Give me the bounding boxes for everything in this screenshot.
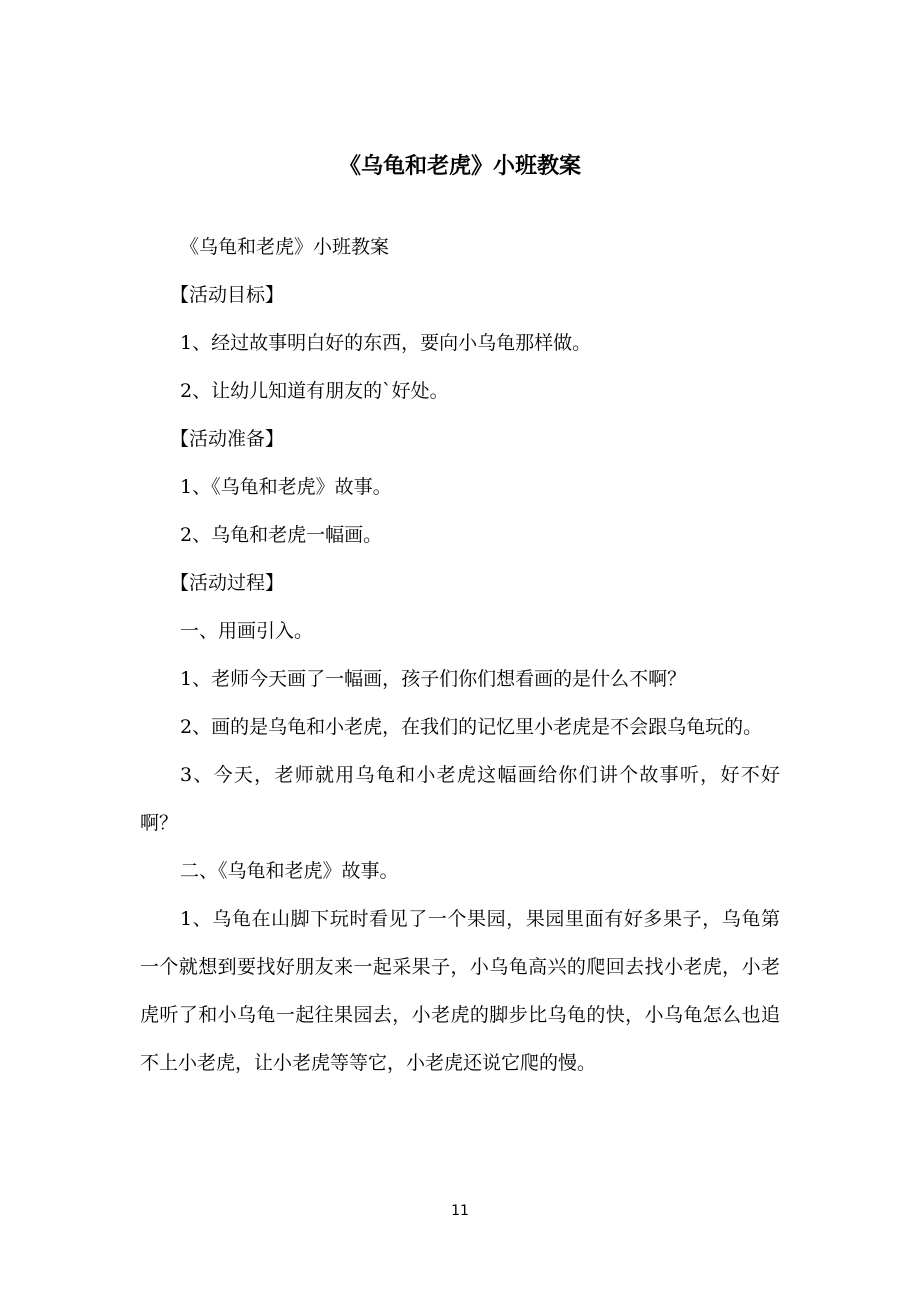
document-title: 《乌龟和老虎》小班教案 — [338, 154, 581, 179]
document-body — [140, 223, 780, 1087]
section-heading-preparation: 【活动准备】 — [170, 428, 285, 450]
paragraph-step-one-1: 1、老师今天画了一幅画，孩子们你们想看画的是什么不啊？ — [180, 668, 687, 690]
page-number: 11 — [451, 1203, 469, 1219]
paragraph-preparation-1: 1、《乌龟和老虎》故事。 — [180, 476, 392, 498]
paragraph-step-one: 一、用画引入。 — [180, 620, 314, 642]
paragraph-step-one-2: 2、画的是乌龟和小老虎，在我们的记忆里小老虎是不会跟乌龟玩的。 — [180, 716, 763, 738]
paragraph-preparation-2: 2、乌龟和老虎一幅画。 — [180, 524, 383, 546]
paragraph-story-1: 1、乌龟在山脚下玩时看见了一个果园，果园里面有好多果子，乌龟第一个就想到要找好朋友来一起采果子，小乌龟高兴的爬回去找小老虎，小老虎听了和小乌龟一起往果园去，小老虎的脚步比乌龟的快，小乌龟怎么也追不上小老虎，让小老虎等等它，小老虎还说它爬的慢。 — [140, 908, 780, 1074]
paragraph-step-two: 二、《乌龟和老虎》故事。 — [180, 860, 399, 882]
paragraph-subtitle: 《乌龟和老虎》小班教案 — [180, 236, 390, 258]
paragraph-step-one-3: 3、今天，老师就用乌龟和小老虎这幅画给你们讲个故事听，好不好啊？ — [140, 764, 780, 834]
section-heading-process: 【活动过程】 — [170, 572, 285, 594]
paragraph-goal-2: 2、让幼儿知道有朋友的`好处。 — [180, 380, 449, 402]
section-heading-goals: 【活动目标】 — [170, 284, 285, 306]
paragraph-goal-1: 1、经过故事明白好的东西，要向小乌龟那样做。 — [180, 332, 592, 354]
